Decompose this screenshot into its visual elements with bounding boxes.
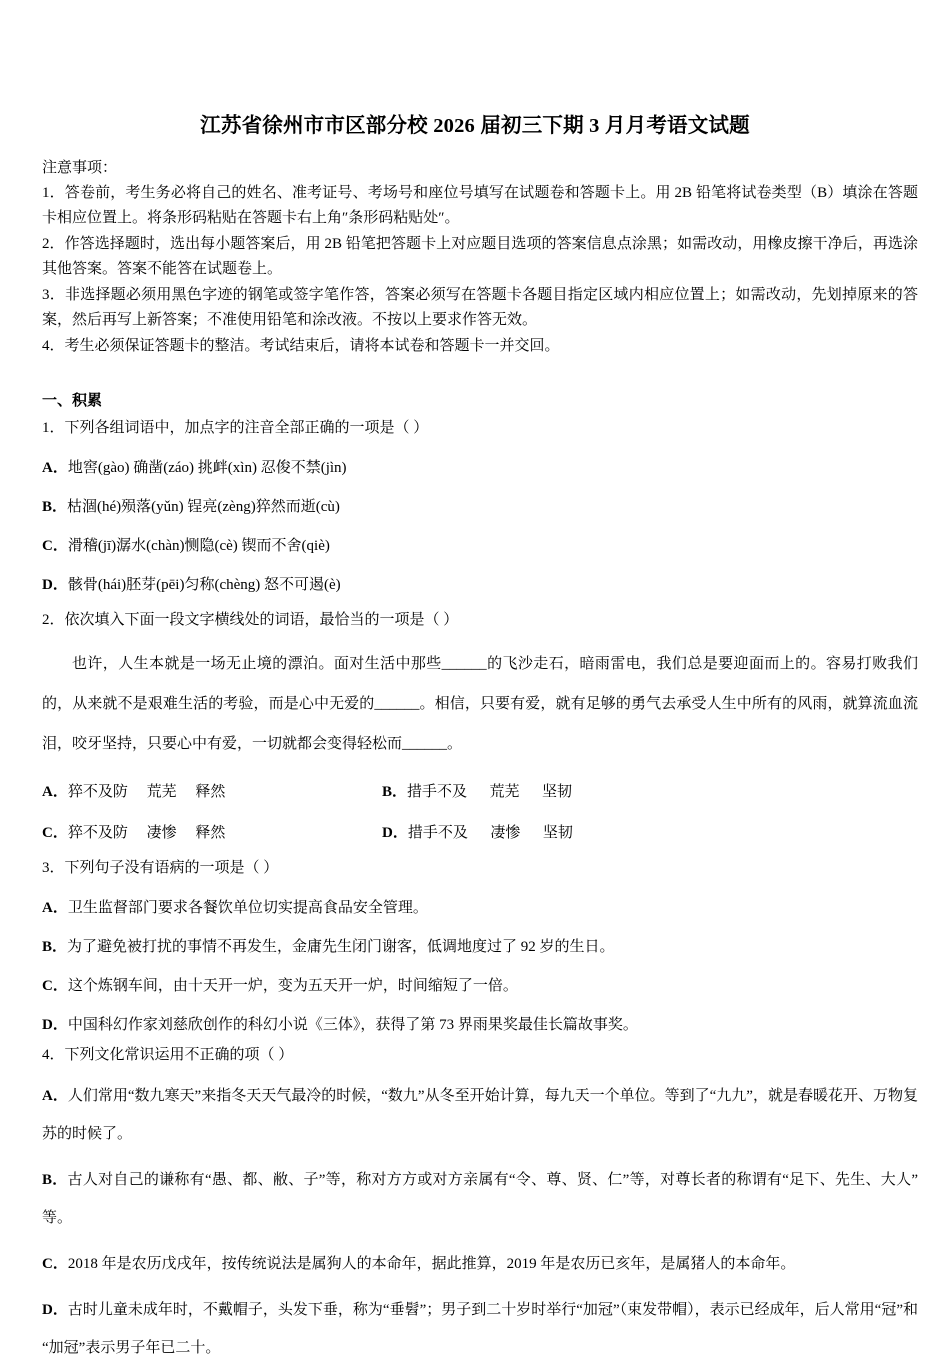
option-text-c: 猝不及防 凄惨 释然 bbox=[67, 825, 226, 842]
question-2-option-b[interactable] bbox=[382, 780, 572, 805]
option-text-c: 滑稽(jī)潺水(chàn)恻隐(cè) 锲而不舍(qiè) bbox=[67, 538, 330, 555]
option-label-b: B． bbox=[42, 1172, 68, 1189]
question-4-option-b[interactable] bbox=[42, 1153, 918, 1237]
section-title: 一、积累 bbox=[42, 393, 103, 410]
option-label-c: C． bbox=[42, 825, 68, 842]
question-3-option-a[interactable] bbox=[42, 882, 918, 921]
question-2-option-c[interactable] bbox=[42, 821, 382, 846]
option-label-a: A． bbox=[42, 784, 68, 801]
question-2-passage: 也许，人生本就是一场无止境的漂泊。面对生活中那些______的飞沙走石，暗雨雷电，我们总是要迎面而上的。容易打败我们的，从来就不是艰难生活的考验，而是心中无爱的______。相信，只要有爱，就有足够的勇气去承受人生中所有的风雨，就算流血流泪，咬牙坚持，只要心中有爱，一切就都会变得轻松而______。 bbox=[42, 656, 918, 753]
option-label-b: B． bbox=[42, 939, 68, 956]
question-3-option-b[interactable] bbox=[42, 921, 918, 960]
option-text-d: 古时儿童未成年时，不戴帽子，头发下垂，称为“垂髫”；男子到二十岁时举行“加冠”（束发带帽），表示已经成年，后人常用“冠”和“加冠”表示男子年已二十。 bbox=[42, 1302, 918, 1357]
question-3-option-d[interactable] bbox=[42, 999, 918, 1038]
option-text-a: 猝不及防 荒芜 释然 bbox=[67, 784, 226, 801]
option-label-d: D． bbox=[42, 577, 68, 594]
option-label-b: B． bbox=[382, 784, 408, 801]
option-text-c: 这个炼钢车间，由十天开一炉，变为五天开一炉，时间缩短了一倍。 bbox=[67, 978, 518, 995]
option-text-b: 为了避免被打扰的事情不再发生，金庸先生闭门谢客，低调地度过了 92 岁的生日。 bbox=[67, 939, 615, 956]
option-text-a: 人们常用“数九寒天”来指冬天天气最冷的时候，“数九”从冬至开始计算，每九天一个单位。等到了“九九”，就是春暖花开、万物复苏的时候了。 bbox=[42, 1088, 918, 1143]
option-text-c: 2018 年是农历戊戌年，按传统说法是属狗人的本命年，据此推算，2019 年是农历已亥年，是属猪人的本命年。 bbox=[67, 1256, 796, 1273]
spacer bbox=[42, 846, 918, 855]
question-2 bbox=[42, 607, 918, 846]
notice-block bbox=[0, 156, 950, 360]
question-1-option-a[interactable] bbox=[42, 442, 918, 481]
question-3 bbox=[42, 855, 918, 1038]
question-1-option-d[interactable] bbox=[42, 559, 918, 598]
option-label-a: A． bbox=[42, 900, 68, 917]
question-4-stem: 4．下列文化常识运用不正确的项（ ） bbox=[42, 1047, 294, 1064]
question-2-option-a[interactable] bbox=[42, 780, 382, 805]
question-1-stem: 1．下列各组词语中，加点字的注音全部正确的一项是（ ） bbox=[42, 420, 429, 437]
section-accumulation bbox=[0, 389, 950, 1367]
question-1-option-c[interactable] bbox=[42, 520, 918, 559]
notice-item-4: 4．考生必须保证答题卡的整洁。考试结束后，请将本试卷和答题卡一并交回。 bbox=[42, 337, 560, 354]
notice-heading: 注意事项： bbox=[42, 159, 118, 176]
option-label-c: C． bbox=[42, 978, 68, 995]
option-text-a: 地窖(gào) 确凿(záo) 挑衅(xìn) 忍俊不禁(jìn) bbox=[67, 460, 347, 477]
option-text-b: 古人对自己的谦称有“愚、都、敝、子”等，称对方方或对方亲属有“令、尊、贤、仁”等，对尊长者的称谓有“足下、先生、大人”等。 bbox=[42, 1172, 918, 1227]
option-label-d: D． bbox=[382, 825, 408, 842]
notice-item-1: 1．答卷前，考生务必将自己的姓名、准考证号、考场号和座位号填写在试题卷和答题卡上。用 2B 铅笔将试卷类型（B）填涂在答题卡相应位置上。将条形码粘贴在答题卡右上角″条形码粘贴处″。 bbox=[42, 184, 918, 227]
question-4 bbox=[42, 1042, 918, 1367]
option-label-d: D． bbox=[42, 1302, 68, 1319]
option-label-a: A． bbox=[42, 460, 68, 477]
option-text-a: 卫生监督部门要求各餐饮单位切实提高食品安全管理。 bbox=[67, 900, 428, 917]
option-label-c: C． bbox=[42, 1256, 68, 1273]
option-text-b: 措手不及 荒芜 坚韧 bbox=[407, 784, 573, 801]
option-text-d: 骸骨(hái)胚芽(pēi)匀称(chèng) 怒不可遏(è) bbox=[67, 577, 341, 594]
question-3-stem: 3．下列句子没有语病的一项是（ ） bbox=[42, 860, 279, 877]
option-text-d: 中国科幻作家刘慈欣创作的科幻小说《三体》，获得了第 73 界雨果奖最佳长篇故事奖。 bbox=[67, 1017, 638, 1034]
option-label-d: D． bbox=[42, 1017, 68, 1034]
question-1-option-b[interactable] bbox=[42, 481, 918, 520]
question-2-stem: 2．依次填入下面一段文字横线处的词语，最恰当的一项是（ ） bbox=[42, 612, 459, 629]
question-3-option-c[interactable] bbox=[42, 960, 918, 999]
question-4-option-d[interactable] bbox=[42, 1283, 918, 1367]
question-2-option-row-1 bbox=[42, 764, 918, 805]
notice-item-3: 3．非选择题必须用黑色字迹的钢笔或签字笔作答，答案必须写在答题卡各题目指定区域内相应位置上；如需改动，先划掉原来的答案，然后再写上新答案；不准使用铅笔和涂改液。不按以上要求作答无效。 bbox=[42, 286, 918, 329]
question-2-option-d[interactable] bbox=[382, 821, 573, 846]
question-4-option-c[interactable] bbox=[42, 1237, 918, 1283]
question-2-option-row-2 bbox=[42, 805, 918, 846]
notice-item-2: 2．作答选择题时，选出每小题答案后，用 2B 铅笔把答题卡上对应题目选项的答案信息点涂黑；如需改动，用橡皮擦干净后，再选涂其他答案。答案不能答在试题卷上。 bbox=[42, 235, 918, 278]
option-label-c: C． bbox=[42, 538, 68, 555]
option-label-b: B． bbox=[42, 499, 68, 516]
page-title: 江苏省徐州市市区部分校 2026 届初三下期 3 月月考语文试题 bbox=[200, 115, 750, 137]
option-text-b: 枯涸(hé)殒落(yǔn) 锃亮(zèng)猝然而逝(cù) bbox=[67, 499, 340, 516]
option-label-a: A． bbox=[42, 1088, 68, 1105]
spacer bbox=[42, 598, 918, 607]
question-4-option-a[interactable] bbox=[42, 1069, 918, 1153]
option-text-d: 措手不及 凄惨 坚韧 bbox=[407, 825, 573, 842]
question-1 bbox=[42, 415, 918, 598]
